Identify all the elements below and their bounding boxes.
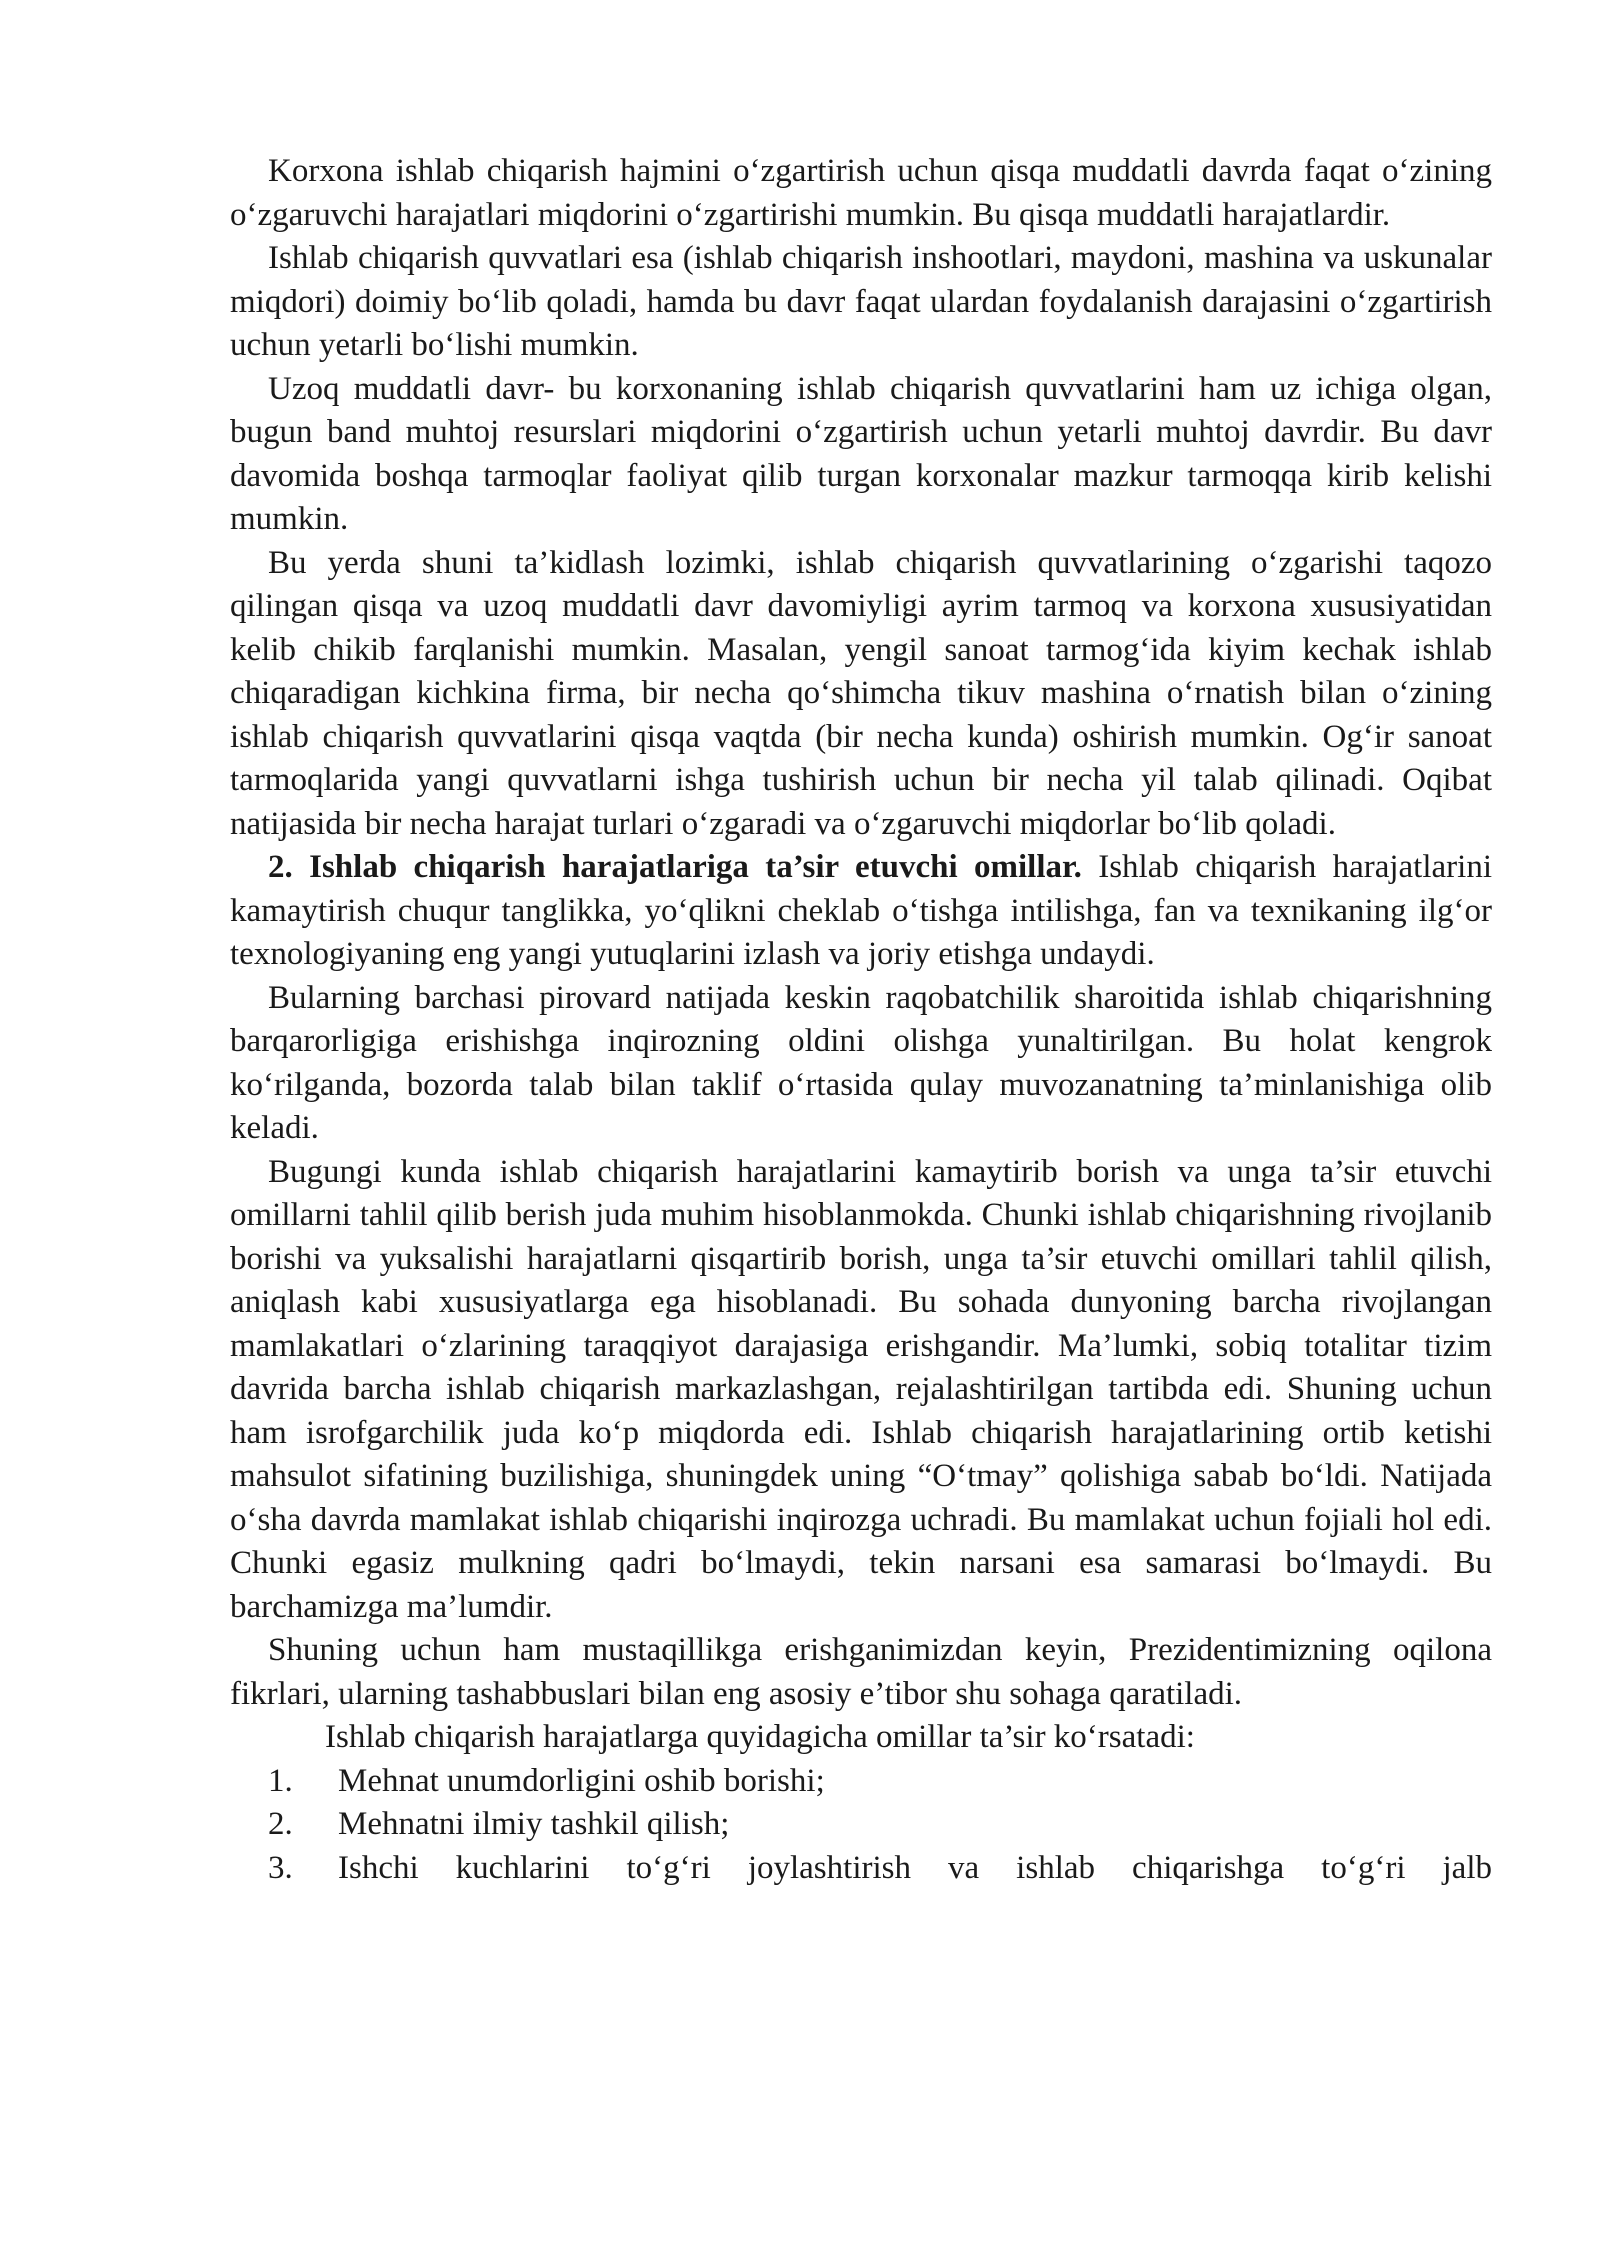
paragraph-text: Bularning barchasi pirovard natijada keskin raqobatchilik sharoitida ishlab chiqarishning barqarorligiga erishishga inqirozning oldini olishga yunaltirilgan. Bu holat kengrok ko‘rilganda, bozorda talab bilan taklif o‘rtasida qulay muvozanatning ta’minlanishiga olib keladi. <box>230 979 1492 1146</box>
paragraph-text: Shuning uchun ham mustaqillikga erishganimizdan keyin, Prezidentimizning oqilona fikrlari, ularning tashabbuslari bilan eng asosiy e’tibor shu sohaga qaratiladi. <box>230 1632 1492 1712</box>
paragraph-2 <box>230 237 1492 368</box>
paragraph-1 <box>230 150 1492 237</box>
paragraph-text: Ishlab chiqarish quvvatlari esa (ishlab chiqarish inshootlari, maydoni, mashina va uskunalar miqdori) doimiy bo‘lib qoladi, hamda bu davr faqat ulardan foydalanish darajasini o‘zgartirish uchun yetarli bo‘lishi mumkin. <box>230 240 1492 363</box>
list-item-text: Mehnat unumdorligini oshib borishi; <box>338 1762 825 1799</box>
list-item-text: Ishchi kuchlarini to‘g‘ri joylashtirish va ishlab chiqarishga to‘g‘ri jalb <box>338 1849 1492 1886</box>
list-item <box>230 1803 1492 1847</box>
list-item-number: 2. <box>268 1806 293 1842</box>
list-item <box>230 1847 1492 1891</box>
paragraph-text: Korxona ishlab chiqarish hajmini o‘zgartirish uchun qisqa muddatli davrda faqat o‘zining o‘zgaruvchi harajatlari miqdorini o‘zgartirishi mumkin. Bu qisqa muddatli harajatlardir. <box>230 153 1492 233</box>
list-item-text: Mehnatni ilmiy tashkil qilish; <box>338 1806 730 1842</box>
document-body <box>230 150 1492 1890</box>
paragraph-text: Bu yerda shuni ta’kidlash lozimki, ishlab chiqarish quvvatlarining o‘zgarishi taqozo qilingan qisqa va uzoq muddatli davr davomiyligi ayrim tarmoq va korxona xususiyatidan kelib chikib farqlanishi mumkin. Masalan, yengil sanoat tarmog‘ida kiyim kechak ishlab chiqaradigan kichkina firma, bir necha qo‘shimcha tikuv mashina o‘rnatish bilan o‘zining ishlab chiqarish quvvatlarini qisqa vaqtda (bir necha kunda) oshirish mumkin. Og‘ir sanoat tarmoqlarida yangi quvvatlarni ishga tushirish uchun bir necha yil talab qilinadi. Oqibat natijasida bir necha harajat turlari o‘zgaradi va o‘zgaruvchi miqdorlar bo‘lib qoladi. <box>230 544 1492 842</box>
paragraph-3 <box>230 368 1492 542</box>
factor-list <box>230 1760 1492 1891</box>
paragraph-5 <box>230 846 1492 977</box>
paragraph-6 <box>230 977 1492 1151</box>
list-item-number: 3. <box>268 1849 293 1886</box>
paragraph-8 <box>230 1629 1492 1716</box>
list-item <box>230 1760 1492 1804</box>
list-intro-text: Ishlab chiqarish harajatlarga quyidagicha omillar ta’sir ko‘rsatadi: <box>325 1719 1195 1755</box>
paragraph-text: Ishlab chiqarish harajatlarini kamaytirish chuqur tanglikka, yo‘qlikni cheklab o‘tishga intilishga, fan va texnikaning ilg‘or texnologiyaning eng yangi yutuqlarini izlash va joriy etishga undaydi. <box>230 849 1492 972</box>
paragraph-7 <box>230 1151 1492 1630</box>
section-heading: 2. Ishlab chiqarish harajatlariga ta’sir etuvchi omillar. <box>268 849 1082 885</box>
paragraph-text: Uzoq muddatli davr- bu korxonaning ishlab chiqarish quvvatlarini ham uz ichiga olgan, bugun band muhtoj resurslari miqdorini o‘zgartirish uchun yetarli muhtoj davrdir. Bu davr davomida boshqa tarmoqlar faoliyat qilib turgan korxonalar mazkur tarmoqqa kirib kelishi mumkin. <box>230 370 1492 537</box>
paragraph-4 <box>230 542 1492 847</box>
list-intro <box>230 1716 1492 1760</box>
list-item-number: 1. <box>268 1762 293 1799</box>
paragraph-text: Bugungi kunda ishlab chiqarish harajatlarini kamaytirib borish va unga ta’sir etuvchi omillarni tahlil qilib berish juda muhim hisoblanmokda. Chunki ishlab chiqarishning rivojlanib borishi va yuksalishi harajatlarni qisqartirib borish, unga ta’sir etuvchi omillari tahlil qilish, aniqlash kabi xususiyatlarga ega hisoblanadi. Bu sohada dunyoning barcha rivojlangan mamlakatlari o‘zlarining taraqqiyot darajasiga erishgandir. Ma’lumki, sobiq totalitar tizim davrida barcha ishlab chiqarish markazlashgan, rejalashtirilgan tartibda edi. Shuning uchun ham isrofgarchilik juda ko‘p miqdorda edi. Ishlab chiqarish harajatlarining ortib ketishi mahsulot sifatining buzilishiga, shuningdek uning “O‘tmay” qolishiga sabab bo‘ldi. Natijada o‘sha davrda mamlakat ishlab chiqarishi inqirozga uchradi. Bu mamlakat uchun fojiali hol edi. Chunki egasiz mulkning qadri bo‘lmaydi, tekin narsani esa samarasi bo‘lmaydi. Bu barchamizga ma’lumdir. <box>230 1153 1492 1625</box>
